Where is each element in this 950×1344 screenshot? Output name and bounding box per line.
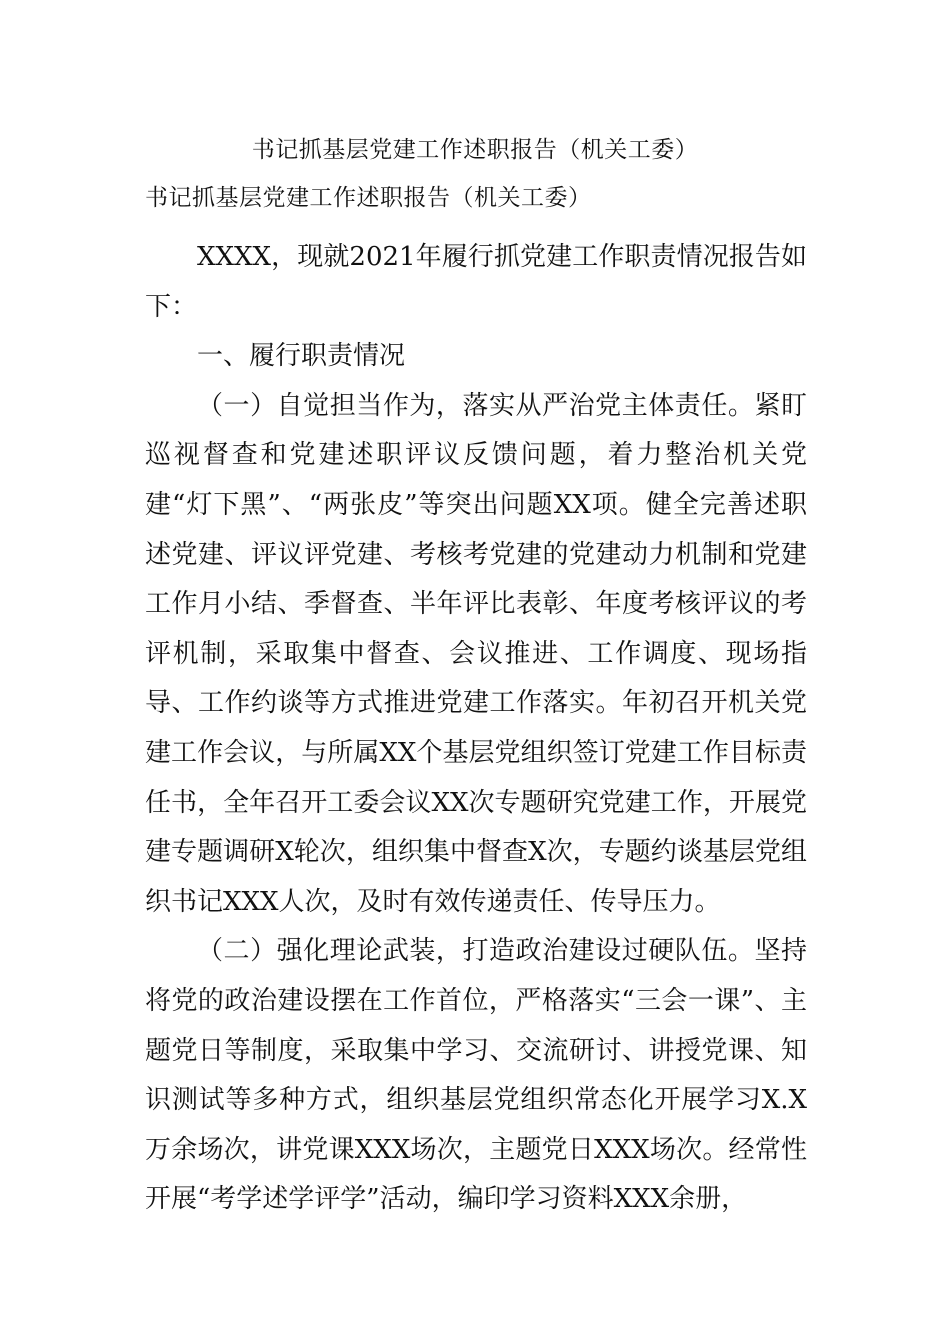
document-title: 书记抓基层党建工作述职报告（机关工委）: [251, 137, 699, 163]
section-heading: 一、履行职责情况: [197, 341, 406, 372]
document-subtitle: 书记抓基层党建工作述职报告（机关工委）: [145, 185, 592, 211]
document-body: [145, 233, 807, 1225]
paragraph-intro: XXXX，现就2021年履行抓党建工作职责情况报告如下：: [145, 242, 807, 322]
paragraph-responsibility: （一）自觉担当作为，落实从严治党主体责任。紧盯巡视督查和党建述职评议反馈问题，着力整治机关党建“灯下黑”、“两张皮”等突出问题XX项。健全完善述职述党建、评议评党建、考核考党建的党建动力机制和党建工作月小结、季督查、半年评比表彰、年度考核评议的考评机制，采取集中督查、会议推进、工作调度、现场指导、工作约谈等方式推进党建工作落实。年初召开机关党建工作会议，与所属XX个基层党组织签订党建工作目标责任书，全年召开工委会议XX次专题研究党建工作，开展党建专题调研X轮次，组织集中督查X次，专题约谈基层党组织书记XXX人次，及时有效传递责任、传导压力。: [145, 390, 807, 917]
paragraph-theory: （二）强化理论武装，打造政治建设过硬队伍。坚持将党的政治建设摆在工作首位，严格落实“三会一课”、主题党日等制度，采取集中学习、交流研讨、讲授党课、知识测试等多种方式，组织基层党组织常态化开展学习X.X万余场次，讲党课XXX场次，主题党日XXX场次。经常性开展“考学述学评学”活动，编印学习资料XXX余册，: [145, 936, 807, 1215]
